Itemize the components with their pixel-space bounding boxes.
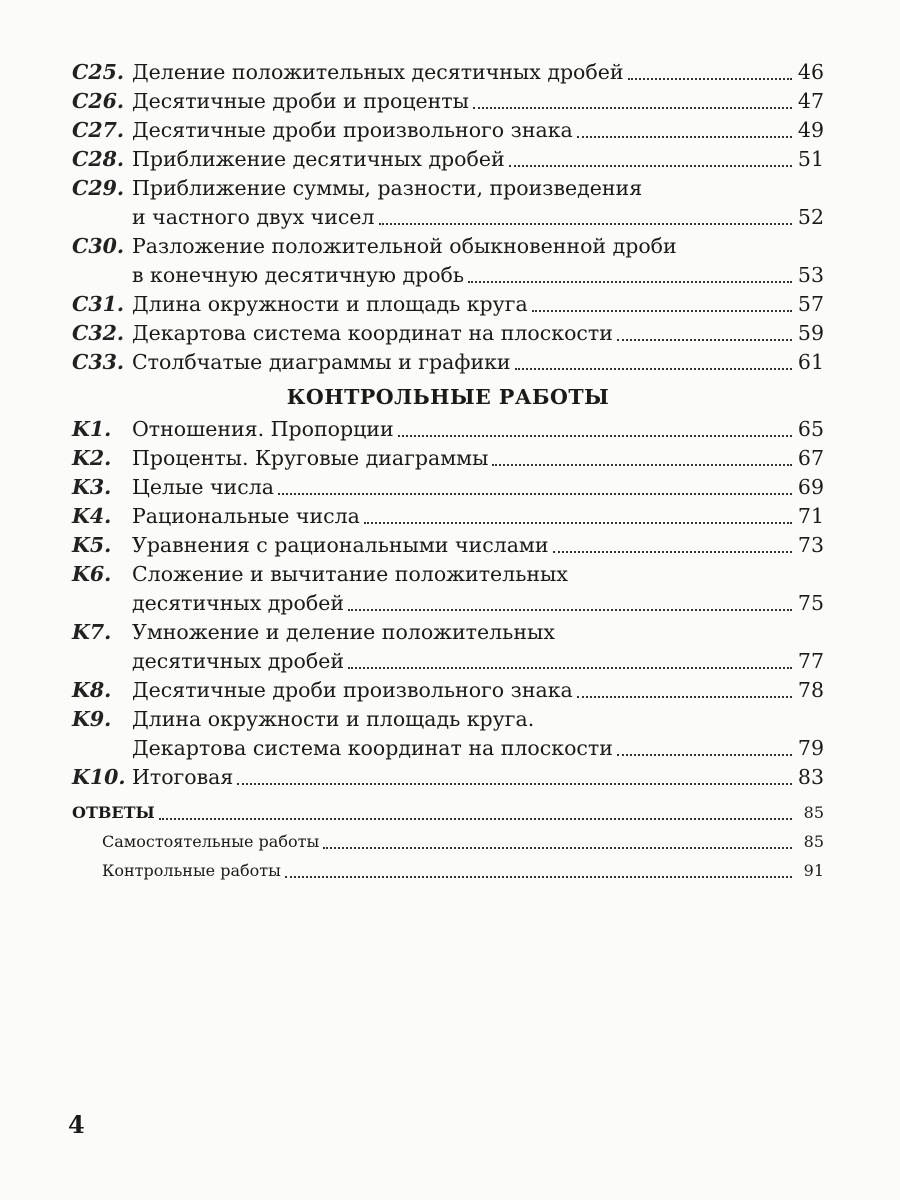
page-number: 75 (797, 591, 824, 615)
independent-works-list (72, 58, 824, 377)
toc-entry (72, 531, 824, 560)
dot-leader (617, 339, 792, 341)
page-number: 65 (797, 417, 824, 441)
dot-leader (348, 609, 792, 611)
entry-title: Рациональные числа (132, 504, 360, 528)
page-number: 91 (803, 861, 824, 880)
entry-title: Сложение и вычитание положительных (132, 562, 568, 586)
dot-leader (323, 847, 792, 849)
entry-number: K7. (72, 620, 112, 644)
toc-entry-line (72, 676, 824, 705)
toc-entry-line (72, 232, 824, 261)
entry-title: Декартова система координат на плоскости (132, 736, 613, 760)
entry-title: десятичных дробей (132, 591, 345, 615)
entry-title: Отношения. Пропорции (132, 417, 394, 441)
dot-leader (398, 435, 792, 437)
entry-title: Уравнения с рациональными числами (132, 533, 549, 557)
entry-title: Итоговая (132, 765, 234, 789)
page-number: 46 (797, 60, 824, 84)
toc-entry (72, 116, 824, 145)
toc-entry (72, 676, 824, 705)
dot-leader (617, 754, 792, 756)
toc-entry (72, 444, 824, 473)
dot-leader (532, 310, 792, 312)
toc-entry-line (72, 58, 824, 87)
entry-title: в конечную десятичную дробь (132, 263, 465, 287)
toc-entry-line (72, 647, 824, 676)
page-number: 52 (797, 205, 824, 229)
toc-entry-line (72, 290, 824, 319)
entry-title: Целые числа (132, 475, 274, 499)
entry-title: Приближение десятичных дробей (132, 147, 505, 171)
entry-number: K3. (72, 475, 112, 499)
page-number: 79 (797, 736, 824, 760)
answers-title: ОТВЕТЫ (72, 803, 155, 822)
toc-entry (72, 232, 824, 290)
toc-entry-line (72, 502, 824, 531)
toc-entry-line (72, 319, 824, 348)
toc-entry (72, 502, 824, 531)
entry-title: Десятичные дроби произвольного знака (132, 118, 573, 142)
entry-number: K9. (72, 707, 112, 731)
toc-entry-line (72, 763, 824, 792)
toc-entry (72, 473, 824, 502)
toc-entry-line (72, 560, 824, 589)
page-number: 49 (797, 118, 824, 142)
page-number: 67 (797, 446, 824, 470)
dot-leader (577, 136, 792, 138)
tests-list (72, 415, 824, 792)
entry-number: C31. (72, 292, 124, 316)
page-number: 85 (803, 832, 824, 851)
toc-entry (72, 290, 824, 319)
entry-title: Столбчатые диаграммы и графики (132, 350, 511, 374)
entry-number: C25. (72, 60, 124, 84)
toc-entry-line (72, 348, 824, 377)
entry-title: Деление положительных десятичных дробей (132, 60, 624, 84)
page-number: 53 (797, 263, 824, 287)
page-number: 77 (797, 649, 824, 673)
dot-leader (509, 165, 792, 167)
table-of-contents (72, 58, 824, 885)
entry-title: Длина окружности и площадь круга (132, 292, 528, 316)
toc-entry-line (72, 705, 824, 734)
toc-entry (72, 560, 824, 618)
entry-number: C28. (72, 147, 124, 171)
entry-number: K6. (72, 562, 112, 586)
page-number: 85 (803, 803, 824, 822)
entry-number: K10. (72, 765, 126, 789)
dot-leader (553, 551, 792, 553)
entry-number: K4. (72, 504, 112, 528)
toc-entry (72, 348, 824, 377)
entry-number: C29. (72, 176, 124, 200)
entry-number: K8. (72, 678, 112, 702)
dot-leader (278, 493, 792, 495)
answers-item-tests (72, 856, 824, 885)
dot-leader (577, 696, 792, 698)
entry-number: K2. (72, 446, 112, 470)
page-number: 61 (797, 350, 824, 374)
toc-entry (72, 87, 824, 116)
toc-entry (72, 174, 824, 232)
answers-section (72, 798, 824, 885)
toc-entry (72, 415, 824, 444)
page-number: 83 (797, 765, 824, 789)
entry-title: Умножение и деление положительных (132, 620, 555, 644)
answers-item-label: Контрольные работы (102, 861, 281, 880)
page-number: 73 (797, 533, 824, 557)
page-number: 78 (797, 678, 824, 702)
page-number: 59 (797, 321, 824, 345)
toc-entry-line (72, 261, 824, 290)
answers-heading-line (72, 798, 824, 827)
entry-title: десятичных дробей (132, 649, 345, 673)
toc-entry (72, 319, 824, 348)
entry-title: Десятичные дроби и проценты (132, 89, 469, 113)
answers-item-independent (72, 827, 824, 856)
dot-leader (159, 818, 792, 820)
toc-entry-line (72, 203, 824, 232)
dot-leader (473, 107, 792, 109)
entry-number: C27. (72, 118, 124, 142)
dot-leader (468, 281, 792, 283)
toc-entry-line (72, 589, 824, 618)
toc-entry-line (72, 531, 824, 560)
entry-title: и частного двух чисел (132, 205, 375, 229)
entry-number: K1. (72, 417, 112, 441)
toc-entry (72, 58, 824, 87)
toc-entry-line (72, 473, 824, 502)
entry-title: Проценты. Круговые диаграммы (132, 446, 489, 470)
toc-entry (72, 145, 824, 174)
entry-number: C30. (72, 234, 124, 258)
section-title-tests: КОНТРОЛЬНЫЕ РАБОТЫ (286, 385, 610, 409)
toc-entry (72, 705, 824, 763)
page-number: 71 (797, 504, 824, 528)
page-number: 69 (797, 475, 824, 499)
toc-entry-line (72, 174, 824, 203)
toc-entry-line (72, 444, 824, 473)
entry-number: C33. (72, 350, 124, 374)
entry-number: C32. (72, 321, 124, 345)
dot-leader (348, 667, 792, 669)
toc-entry (72, 763, 824, 792)
entry-title: Длина окружности и площадь круга. (132, 707, 535, 731)
answers-item-label: Самостоятельные работы (102, 832, 320, 851)
page-number: 51 (797, 147, 824, 171)
page-number: 47 (797, 89, 824, 113)
toc-entry-line (72, 145, 824, 174)
dot-leader (379, 223, 792, 225)
entry-title: Разложение положительной обыкновенной дроби (132, 234, 677, 258)
dot-leader (364, 522, 792, 524)
dot-leader (237, 783, 792, 785)
entry-title: Декартова система координат на плоскости (132, 321, 613, 345)
entry-title: Десятичные дроби произвольного знака (132, 678, 573, 702)
dot-leader (285, 876, 792, 878)
toc-entry-line (72, 116, 824, 145)
dot-leader (628, 78, 792, 80)
entry-title: Приближение суммы, разности, произведения (132, 176, 643, 200)
toc-entry-line (72, 618, 824, 647)
dot-leader (492, 464, 792, 466)
toc-entry-line (72, 734, 824, 763)
toc-entry-line (72, 87, 824, 116)
page-folio: 4 (68, 1110, 85, 1139)
toc-entry (72, 618, 824, 676)
entry-number: C26. (72, 89, 124, 113)
dot-leader (515, 368, 792, 370)
page-number: 57 (797, 292, 824, 316)
toc-entry-line (72, 415, 824, 444)
entry-number: K5. (72, 533, 112, 557)
